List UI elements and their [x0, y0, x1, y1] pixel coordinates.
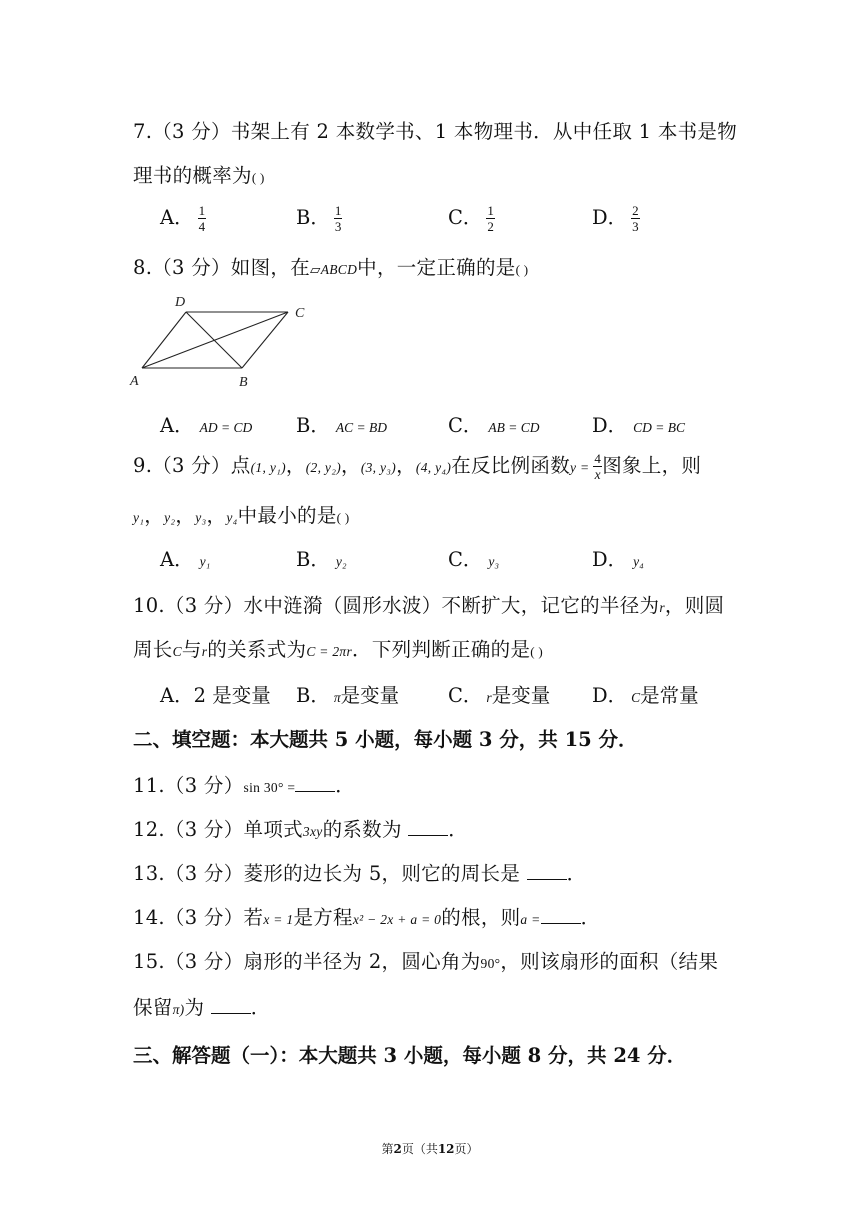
- diagonal-bd: [186, 312, 242, 368]
- q8-line: 8.（3 分）如图，在▱ABCD中，一定正确的是( ): [133, 256, 529, 279]
- answer-blank[interactable]: [541, 905, 581, 924]
- section-2-heading: 二、填空题：本大题共 5 小题，每小题 3 分，共 15 分．: [133, 728, 638, 751]
- q10-option-b: B． π是变量: [296, 684, 400, 707]
- section-3-heading: 三、解答题（一）：本大题共 3 小题，每小题 8 分，共 24 分．: [133, 1044, 687, 1067]
- q7-option-c: [448, 202, 495, 234]
- vertex-c-label: C: [295, 306, 305, 321]
- option-label: A．: [160, 206, 194, 229]
- option-label: B．: [296, 206, 330, 229]
- q9-line2: y₁，y₂，y₃，y₄中最小的是( ): [133, 504, 350, 527]
- q9-option-b: B． y₂: [296, 548, 347, 571]
- q7-line1: 7.（3 分）书架上有 2 本数学书、1 本物理书．从中任取 1 本书是物: [133, 120, 738, 143]
- page-footer: 第2页（共12页）: [381, 1142, 479, 1156]
- q8-option-c: C． AB = CD: [448, 414, 540, 437]
- answer-blank[interactable]: [211, 995, 251, 1014]
- q10-option-d: D． C是常量: [592, 684, 699, 707]
- q9-option-d: D． y₄: [592, 548, 644, 571]
- parallelogram-name: ▱ABCD: [310, 262, 358, 277]
- vertex-a-label: A: [130, 374, 139, 389]
- q8-option-a: A． AD = CD: [160, 414, 253, 437]
- q9-option-c: C． y₃: [448, 548, 500, 571]
- q9-line1: 9.（3 分）点(1, y₁)，(2, y₂)，(3, y₃)，(4, y₄)在反比例函数y = $\frac{4}{x}$ 图象上，则: [133, 451, 702, 482]
- q7-paren: ( ): [251, 170, 265, 185]
- q7-line2-text: 理书的概率为: [133, 164, 252, 187]
- fraction: $\frac{1}{3}$: [334, 203, 342, 234]
- q11-line: 11.（3 分）sin 30° = ．: [133, 774, 356, 797]
- q15-line2: 保留π)为 ．: [133, 996, 271, 1019]
- q8-paren: ( ): [515, 262, 529, 277]
- answer-blank[interactable]: [527, 861, 567, 880]
- q7-option-d: [592, 202, 640, 234]
- answer-blank[interactable]: [295, 773, 335, 792]
- q10-option-a: A．2 是变量: [160, 684, 271, 707]
- fraction: $\frac{1}{2}$: [487, 203, 494, 234]
- q8-option-b: B． AC = BD: [296, 414, 387, 437]
- q13-line: 13.（3 分）菱形的边长为 5，则它的周长是 ．: [133, 862, 587, 885]
- q7-option-b: [296, 202, 342, 234]
- q12-line: 12.（3 分）单项式3xy的系数为 ．: [133, 818, 469, 841]
- q10-line2: 周长C与r的关系式为C = 2πr．下列判断正确的是( ): [133, 638, 544, 661]
- q7-option-a: [160, 202, 206, 234]
- option-label: D．: [592, 206, 628, 229]
- q10-line1: 10.（3 分）水中涟漪（圆形水波）不断扩大，记它的半径为r，则圆: [133, 594, 725, 617]
- answer-blank[interactable]: [408, 817, 448, 836]
- q15-line1: 15.（3 分）扇形的半径为 2，圆心角为90°，则该扇形的面积（结果: [133, 950, 719, 973]
- q8-option-d: D． CD = BC: [592, 414, 686, 437]
- q9-option-a: A． y₁: [160, 548, 211, 571]
- fraction: $\frac{1}{4}$: [198, 203, 206, 234]
- option-label: C．: [448, 206, 483, 229]
- fraction: $\frac{2}{3}$: [632, 203, 639, 234]
- vertex-b-label: B: [239, 375, 248, 390]
- q10-option-c: C． r是变量: [448, 684, 551, 707]
- q14-line: 14.（3 分）若x = 1是方程x² − 2x + a = 0的根，则a = ．: [133, 906, 601, 929]
- vertex-d-label: D: [175, 295, 186, 310]
- parallelogram-figure: [128, 290, 328, 392]
- function-fraction: $\frac{4}{x}$: [594, 451, 602, 482]
- q7-line2: [133, 160, 265, 188]
